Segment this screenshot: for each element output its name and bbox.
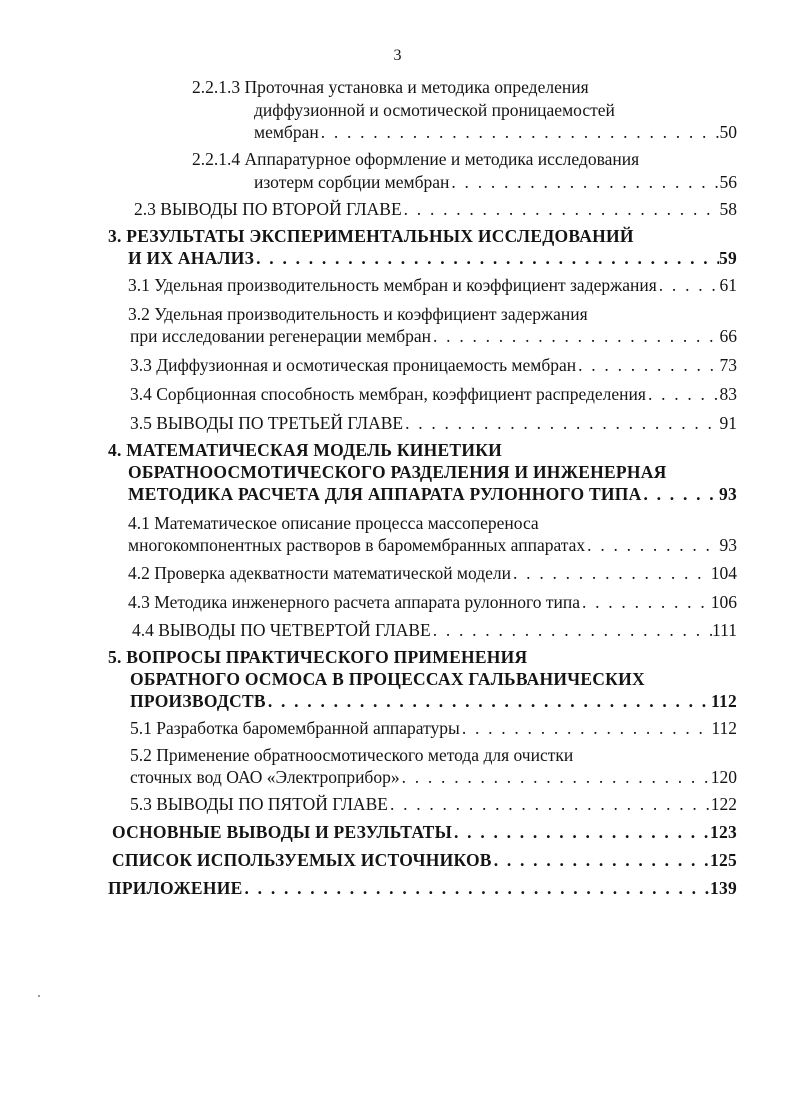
toc-2-2-1-3-line1: 2.2.1.3 Проточная установка и методика определения [192,77,589,97]
toc-conclusions-title: ОСНОВНЫЕ ВЫВОДЫ И РЕЗУЛЬТАТЫ [112,822,453,842]
toc-appendix-title: ПРИЛОЖЕНИЕ [108,878,243,898]
dot-leader [431,618,712,642]
dot-leader [403,411,719,435]
toc-page-number: 93 [719,535,737,555]
toc-entry-3-1[interactable] [128,273,737,297]
toc-ch4-line3: МЕТОДИКА РАСЧЕТА ДЛЯ АППАРАТА РУЛОННОГО ТИПА [128,484,642,504]
dot-leader [657,273,720,297]
toc-4-1-line1: 4.1 Математическое описание процесса массопереноса [128,513,539,533]
toc-entry-2-3[interactable] [134,197,737,221]
toc-4-4-title: 4.4 ВЫВОДЫ ПО ЧЕТВЕРТОЙ ГЛАВЕ [132,620,431,640]
toc-ch3-line1: 3. РЕЗУЛЬТАТЫ ЭКСПЕРИМЕНТАЛЬНЫХ ИССЛЕДОВАНИЙ [108,226,634,246]
toc-entry-4-2[interactable] [128,561,737,585]
toc-2-2-1-4-line1: 2.2.1.4 Аппаратурное оформление и методика исследования [192,149,640,169]
toc-entry-references[interactable] [112,848,737,872]
toc-page-number: 111 [712,620,737,640]
toc-entry-ch3[interactable] [128,246,737,270]
toc-page-number: 66 [719,326,737,346]
dot-leader [585,533,719,557]
toc-page-number: 139 [710,878,737,898]
toc-page-number: 56 [719,172,737,192]
toc-2-2-1-4-line2: изотерм сорбции мембран [254,172,450,192]
toc-entry-appendix[interactable] [108,876,737,900]
toc-entry-4-3[interactable] [128,590,737,614]
toc-page-number: 123 [710,822,737,842]
dot-leader [402,197,720,221]
toc-entry-4-4[interactable] [132,618,737,642]
toc-entry-ch5[interactable] [130,689,737,713]
dot-leader [388,792,711,816]
toc-entry-2-2-1-4[interactable] [254,170,737,194]
scan-speck [38,995,40,997]
dot-leader [266,689,711,713]
toc-entry-5-2[interactable] [130,765,737,789]
toc-page-number: 120 [710,767,737,787]
toc-page-number: 59 [719,248,737,268]
toc-page-number: 112 [710,691,737,711]
dot-leader [646,382,720,406]
toc-entry-conclusions[interactable] [112,820,737,844]
dot-leader [642,482,720,506]
toc-ch5-line3: ПРОИЗВОДСТВ [130,691,266,711]
toc-page-number: 125 [710,850,737,870]
toc-entry-3-3[interactable] [130,353,737,377]
toc-page-number: 122 [710,794,737,814]
toc-page-number: 58 [719,199,737,219]
dot-leader [511,561,711,585]
toc-5-2-line1: 5.2 Применение обратноосмотического метода для очистки [130,745,574,765]
toc-entry-3-4[interactable] [130,382,737,406]
dot-leader [580,590,711,614]
toc-3-3-title: 3.3 Диффузионная и осмотическая проницаемость мембран [130,355,577,375]
toc-page-number: 73 [719,355,737,375]
toc-3-4-title: 3.4 Сорбционная способность мембран, коэффициент распределения [130,384,646,404]
toc-page-number: 104 [710,563,737,583]
toc-entry-4-1[interactable] [128,533,737,557]
dot-leader [492,848,710,872]
page-number: 3 [393,47,402,64]
toc-page-number: 106 [710,592,737,612]
toc-page-number: 91 [719,413,737,433]
toc-2-3-title: 2.3 ВЫВОДЫ ПО ВТОРОЙ ГЛАВЕ [134,199,402,219]
dot-leader [431,324,719,348]
dot-leader [243,876,710,900]
toc-ch4-line1: 4. МАТЕМАТИЧЕСКАЯ МОДЕЛЬ КИНЕТИКИ [108,440,503,460]
toc-entry-5-1[interactable] [130,716,737,740]
toc-entry-5-3[interactable] [130,792,737,816]
toc-page-number: 61 [719,275,737,295]
toc-ch4-line2: ОБРАТНООСМОТИЧЕСКОГО РАЗДЕЛЕНИЯ И ИНЖЕНЕРНАЯ [128,462,667,482]
toc-2-2-1-3-line2: диффузионной и осмотической проницаемостей [254,100,615,120]
toc-ch5-line2: ОБРАТНОГО ОСМОСА В ПРОЦЕССАХ ГАЛЬВАНИЧЕСКИХ [130,669,645,689]
dot-leader [576,353,719,377]
toc-entry-3-5[interactable] [130,411,737,435]
toc-5-2-line2: сточных вод ОАО «Электроприбор» [130,767,400,787]
toc-page-number: 83 [719,384,737,404]
toc-entry-2-2-1-3[interactable] [254,120,737,144]
dot-leader [254,246,719,270]
toc-page-number: 112 [711,718,737,738]
toc-3-2-line1: 3.2 Удельная производительность и коэффициент задержания [128,304,588,324]
dot-leader [452,820,710,844]
toc-3-5-title: 3.5 ВЫВОДЫ ПО ТРЕТЬЕЙ ГЛАВЕ [130,413,404,433]
toc-4-3-title: 4.3 Методика инженерного расчета аппарата рулонного типа [128,592,580,612]
dot-leader [449,170,719,194]
toc-5-3-title: 5.3 ВЫВОДЫ ПО ПЯТОЙ ГЛАВЕ [130,794,388,814]
toc-page-number: 50 [719,122,737,142]
toc-3-1-title: 3.1 Удельная производительность мембран и коэффициент задержания [128,275,657,295]
toc-references-title: СПИСОК ИСПОЛЬЗУЕМЫХ ИСТОЧНИКОВ [112,850,492,870]
toc-4-2-title: 4.2 Проверка адекватности математической модели [128,563,512,583]
toc-5-1-title: 5.1 Разработка баромембранной аппаратуры [130,718,460,738]
dot-leader [319,120,720,144]
dot-leader [460,716,712,740]
toc-4-1-line2: многокомпонентных растворов в баромембранных аппаратах [128,535,586,555]
toc-3-2-line2: при исследовании регенерации мембран [130,326,432,346]
toc-ch3-line2: И ИХ АНАЛИЗ [128,248,255,268]
toc-page-number: 93 [719,484,737,504]
toc-entry-3-2[interactable] [130,324,737,348]
dot-leader [400,765,711,789]
toc-2-2-1-3-line3: мембран [254,122,319,142]
toc-ch5-line1: 5. ВОПРОСЫ ПРАКТИЧЕСКОГО ПРИМЕНЕНИЯ [108,647,528,667]
toc-entry-ch4[interactable] [128,482,737,506]
